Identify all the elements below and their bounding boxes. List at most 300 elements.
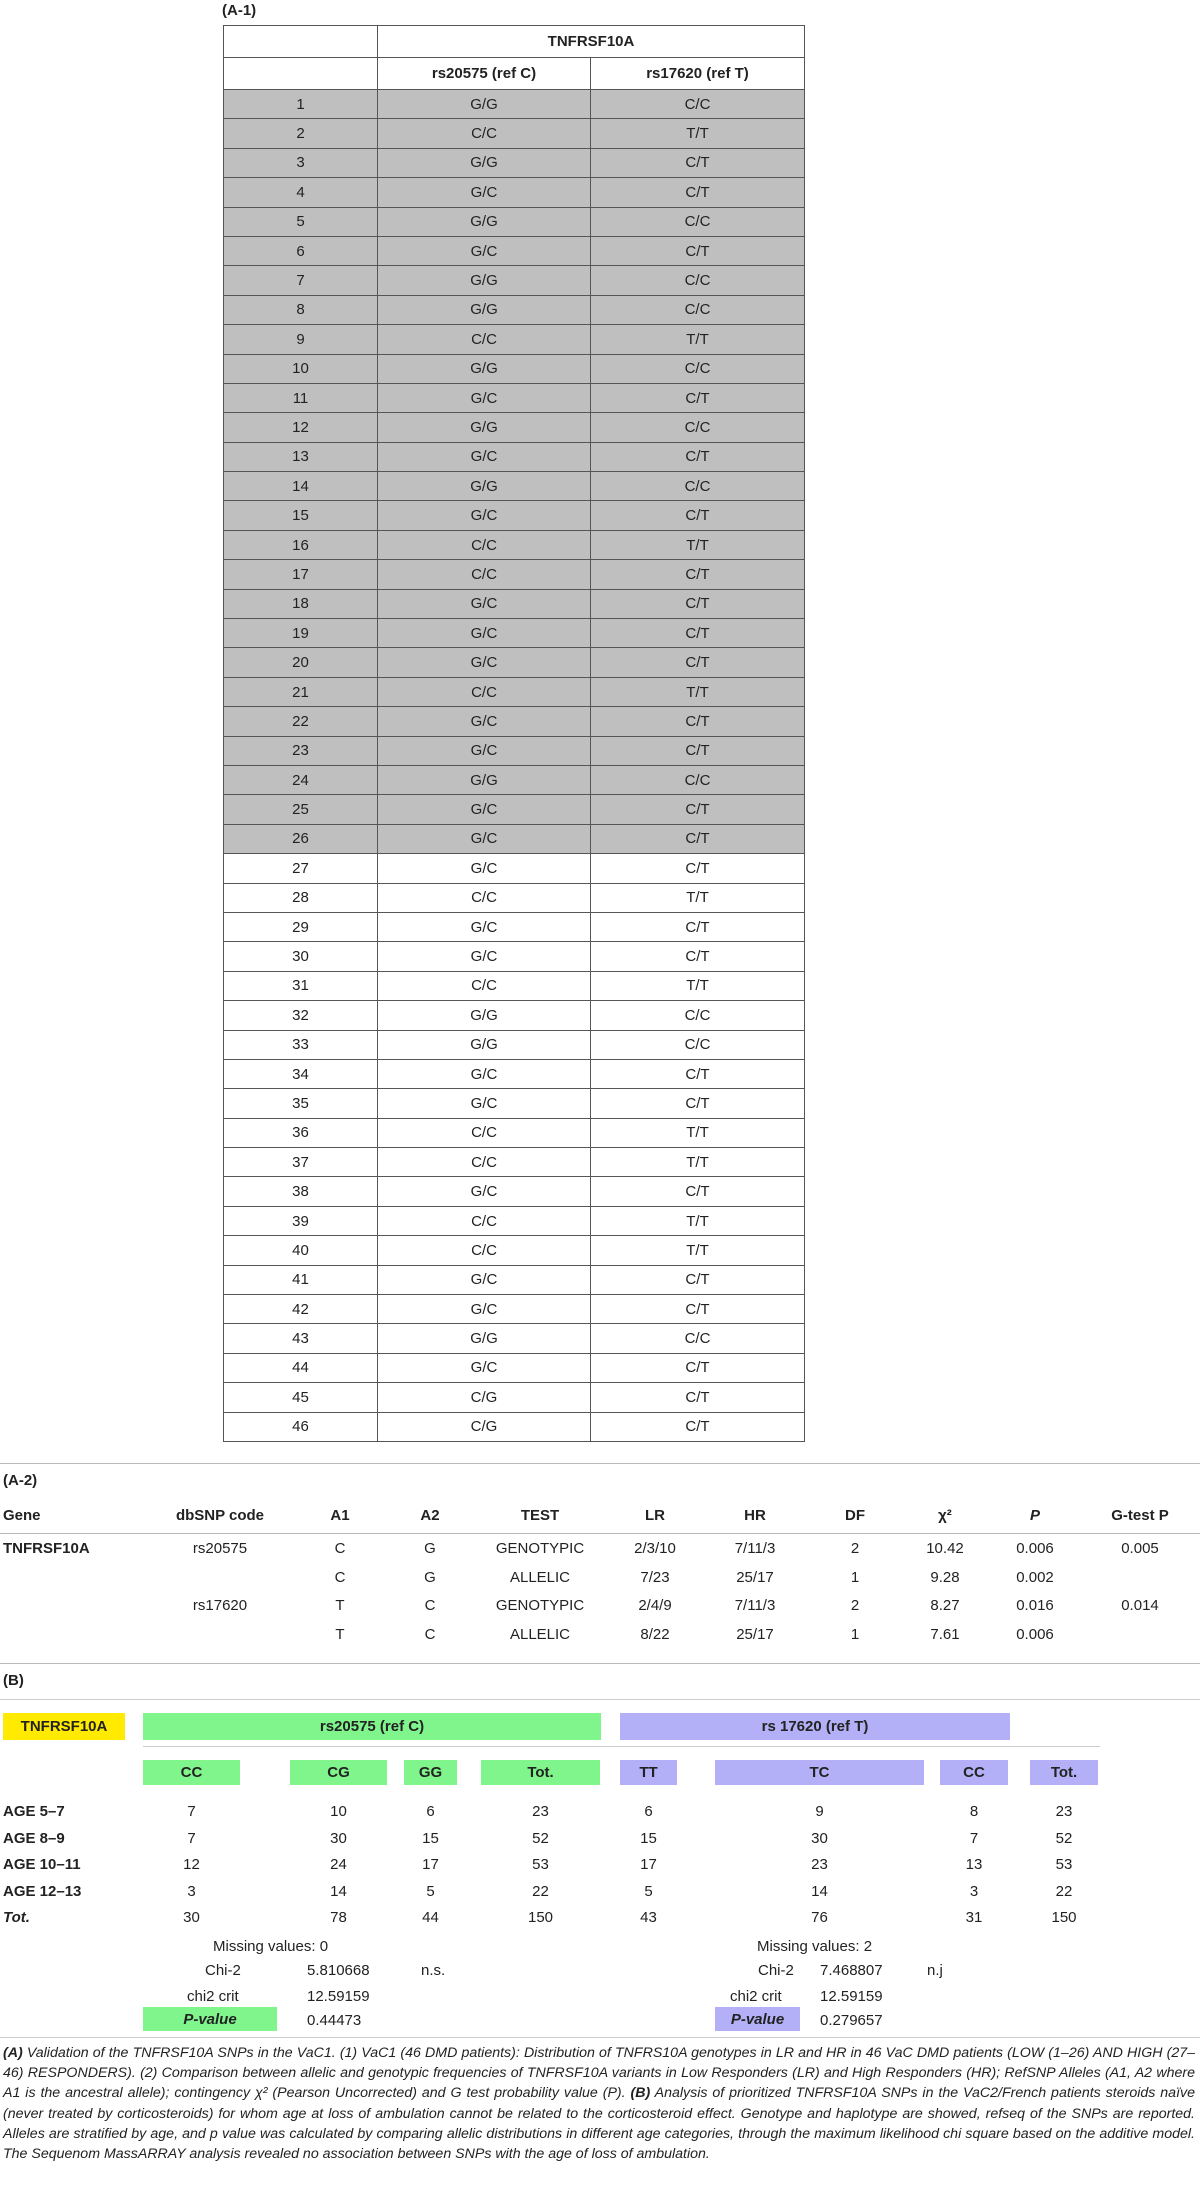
a2-cell	[0, 1563, 150, 1592]
a1-rs20575-genotype: G/G	[378, 765, 591, 794]
a1-row	[224, 1353, 805, 1382]
a1-rs20575-genotype: G/C	[378, 648, 591, 677]
a1-patient-id: 17	[224, 560, 378, 589]
a1-patient-id: 19	[224, 619, 378, 648]
a1-row	[224, 501, 805, 530]
a1-rs17620-genotype: C/C	[591, 90, 805, 119]
a1-patient-id: 9	[224, 325, 378, 354]
a1-rs17620-genotype: C/T	[591, 1059, 805, 1088]
b-cell: 17	[640, 1856, 657, 1873]
b-cell: 14	[330, 1882, 347, 1900]
a2-header-cell: χ²	[900, 1497, 990, 1534]
b-cell: 5	[426, 1882, 435, 1900]
divider	[0, 1699, 1200, 1700]
a2-cell: 0.006	[1016, 1626, 1054, 1644]
a2-cell: ALLELIC	[509, 1626, 571, 1644]
a1-rs17620-genotype: C/T	[591, 1353, 805, 1382]
a1-rs17620-genotype: C/T	[591, 824, 805, 853]
a1-patient-id: 28	[224, 883, 378, 912]
a2-cell: 0.005	[1121, 1539, 1159, 1557]
a1-rs17620-genotype: C/T	[591, 854, 805, 883]
caption-a-text: Validation of the TNFRSF10A SNPs in the VaC1. (1) VaC1 (46 DMD patients): Distribution of TNFRS10A genotypes in LR and HR in 46 VaC DMD patients (LOW (1–26) AND HIGH (27–46) RESPONDERS). (2) Comparison between allelic and genotypic frequencies of TNFRSF10A variants in Low Responders (LR) and High Responders (HR); RefSNP Alleles (A1, A2 where A1 is the ancestral allele); contingency χ² (Pearson Uncorrected) and G test probability value (P).	[3, 2045, 1195, 2102]
a1-patient-id: 32	[224, 1001, 378, 1030]
a1-row	[224, 90, 805, 119]
section-b-label: (B)	[3, 1672, 24, 1689]
a2-cell: T	[335, 1626, 345, 1644]
b-cell: 23	[1055, 1803, 1073, 1820]
a1-row	[224, 325, 805, 354]
genotype-table-a1	[223, 25, 805, 1442]
a1-row	[224, 207, 805, 236]
a1-patient-id: 29	[224, 912, 378, 941]
a1-patient-id: 22	[224, 707, 378, 736]
b-cell: 22	[1055, 1882, 1073, 1900]
a1-rs17620-genotype: T/T	[591, 1236, 805, 1265]
a1-rs20575-genotype: C/C	[378, 560, 591, 589]
a1-row	[224, 765, 805, 794]
b-chi-label-2: Chi-2	[758, 1962, 794, 1979]
a1-patient-id: 31	[224, 971, 378, 1000]
a1-rs17620-genotype: T/T	[591, 325, 805, 354]
a2-cell: 1	[850, 1568, 860, 1586]
b-cell: 12	[183, 1856, 200, 1873]
a1-rs17620-genotype: C/C	[591, 765, 805, 794]
b-snp1-header: rs20575 (ref C)	[143, 1713, 601, 1740]
a1-rs20575-genotype: G/G	[378, 1324, 591, 1353]
a1-rs20575-genotype: G/G	[378, 207, 591, 236]
a1-patient-id: 27	[224, 854, 378, 883]
a1-row	[224, 560, 805, 589]
b-cell: 7	[187, 1803, 196, 1820]
b-cell: 6	[644, 1803, 653, 1820]
b-cell: 52	[532, 1829, 549, 1847]
a1-rs20575-genotype: G/G	[378, 1030, 591, 1059]
a2-cell: 7/11/3	[734, 1597, 776, 1615]
a1-patient-id: 1	[224, 90, 378, 119]
a1-rs20575-genotype: G/C	[378, 1177, 591, 1206]
b-cell: 9	[815, 1803, 824, 1820]
b-crit-value-1: 12.59159	[307, 1988, 370, 2005]
a2-header-cell: P	[990, 1497, 1080, 1534]
a2-cell: 0.014	[1121, 1597, 1159, 1615]
a1-rs17620-genotype: C/T	[591, 619, 805, 648]
a1-row	[224, 1383, 805, 1412]
a1-table-body	[224, 90, 805, 1442]
a2-header-row	[0, 1497, 1200, 1534]
a1-row	[224, 354, 805, 383]
a2-cell: rs17620	[192, 1597, 248, 1615]
a1-col-rs20575: rs20575 (ref C)	[378, 58, 591, 90]
a1-rs20575-genotype: G/G	[378, 354, 591, 383]
a1-rs20575-genotype: G/C	[378, 383, 591, 412]
b-col-header-snp1: Tot.	[481, 1760, 600, 1785]
a1-rs20575-genotype: G/G	[378, 472, 591, 501]
a1-rs20575-genotype: G/C	[378, 854, 591, 883]
a1-row	[224, 266, 805, 295]
a1-patient-id: 11	[224, 383, 378, 412]
a1-patient-id: 23	[224, 736, 378, 765]
b-cell: 13	[965, 1856, 983, 1873]
a2-header-cell: TEST	[470, 1497, 610, 1534]
a1-patient-id: 14	[224, 472, 378, 501]
a1-row	[224, 148, 805, 177]
a1-patient-id: 24	[224, 765, 378, 794]
a1-empty-header	[224, 26, 378, 58]
a2-header-cell: A2	[390, 1497, 470, 1534]
a1-patient-id: 6	[224, 236, 378, 265]
a1-rs17620-genotype: C/T	[591, 736, 805, 765]
a1-row	[224, 912, 805, 941]
a1-patient-id: 44	[224, 1353, 378, 1382]
a2-row	[0, 1592, 1200, 1621]
a1-rs17620-genotype: C/C	[591, 295, 805, 324]
a1-patient-id: 4	[224, 178, 378, 207]
a1-rs17620-genotype: C/C	[591, 1030, 805, 1059]
a1-rs20575-genotype: G/C	[378, 795, 591, 824]
a1-row	[224, 413, 805, 442]
a1-row	[224, 1030, 805, 1059]
a1-patient-id: 5	[224, 207, 378, 236]
a1-rs20575-genotype: C/G	[378, 1412, 591, 1441]
b-cell: 24	[330, 1856, 347, 1873]
b-col-header-snp2: Tot.	[1030, 1760, 1098, 1785]
a1-rs20575-genotype: G/C	[378, 1265, 591, 1294]
a1-rs17620-genotype: C/C	[591, 207, 805, 236]
b-pvalue-2: 0.279657	[820, 2012, 883, 2029]
a1-rs20575-genotype: G/C	[378, 589, 591, 618]
a1-rs17620-genotype: T/T	[591, 971, 805, 1000]
a2-cell: 7.61	[930, 1626, 960, 1644]
a1-rs20575-genotype: G/C	[378, 707, 591, 736]
b-cell: 14	[811, 1882, 828, 1900]
a1-patient-id: 36	[224, 1118, 378, 1147]
a2-table-body	[0, 1534, 1200, 1650]
b-cell: 17	[422, 1856, 439, 1873]
a1-rs20575-genotype: G/G	[378, 90, 591, 119]
a2-cell: 0.016	[1016, 1597, 1054, 1615]
section-a1-label: (A-1)	[222, 2, 257, 19]
a1-row	[224, 707, 805, 736]
a2-cell: 10.42	[926, 1539, 964, 1557]
a2-row	[0, 1563, 1200, 1592]
a1-row	[224, 1412, 805, 1441]
a1-rs20575-genotype: G/C	[378, 912, 591, 941]
a1-rs17620-genotype: T/T	[591, 1206, 805, 1235]
a1-rs17620-genotype: C/T	[591, 148, 805, 177]
a1-rs17620-genotype: C/T	[591, 383, 805, 412]
a2-cell: T	[335, 1597, 345, 1615]
a1-row	[224, 1001, 805, 1030]
a2-cell: 2	[850, 1539, 860, 1557]
b-col-header-snp1: CC	[143, 1760, 240, 1785]
a1-rs20575-genotype: G/C	[378, 1059, 591, 1088]
a1-rs20575-genotype: G/G	[378, 1001, 591, 1030]
a1-row	[224, 472, 805, 501]
a1-row	[224, 1206, 805, 1235]
b-cell: 23	[811, 1856, 828, 1873]
a1-rs17620-genotype: C/T	[591, 442, 805, 471]
a2-cell: 2	[850, 1597, 860, 1615]
a1-rs20575-genotype: C/C	[378, 971, 591, 1000]
a1-row	[224, 119, 805, 148]
b-cell: 22	[532, 1882, 549, 1900]
b-cell: 30	[811, 1829, 828, 1847]
b-gene-badge: TNFRSF10A	[3, 1713, 125, 1740]
association-table-a2	[0, 1497, 1200, 1649]
a1-rs20575-genotype: G/G	[378, 295, 591, 324]
a1-row	[224, 1089, 805, 1118]
b-cell: 52	[1055, 1829, 1073, 1847]
a1-rs20575-genotype: C/C	[378, 1206, 591, 1235]
a1-rs17620-genotype: C/T	[591, 1383, 805, 1412]
b-row-label: AGE 10–11	[3, 1856, 81, 1873]
b-col-header-snp2: CC	[940, 1760, 1008, 1785]
a1-rs20575-genotype: G/G	[378, 148, 591, 177]
a1-rs17620-genotype: C/T	[591, 1089, 805, 1118]
a2-cell: 2/4/9	[638, 1597, 672, 1615]
a1-rs17620-genotype: T/T	[591, 530, 805, 559]
a1-patient-id: 38	[224, 1177, 378, 1206]
a1-patient-id: 25	[224, 795, 378, 824]
b-cell: 150	[1051, 1909, 1077, 1926]
a2-cell: C	[334, 1568, 346, 1586]
a1-patient-id: 8	[224, 295, 378, 324]
b-cell: 15	[422, 1829, 439, 1847]
a1-rs20575-genotype: G/C	[378, 619, 591, 648]
b-crit-label-1: chi2 crit	[187, 1988, 239, 2005]
a2-cell: G	[424, 1568, 436, 1586]
a1-rs20575-genotype: C/C	[378, 1148, 591, 1177]
b-cell: 43	[640, 1909, 657, 1926]
a1-rs20575-genotype: G/G	[378, 413, 591, 442]
a2-cell: 2/3/10	[634, 1539, 676, 1557]
a1-row	[224, 677, 805, 706]
a1-row	[224, 736, 805, 765]
a1-rs17620-genotype: C/C	[591, 354, 805, 383]
a1-rs17620-genotype: C/T	[591, 560, 805, 589]
a1-patient-id: 45	[224, 1383, 378, 1412]
a1-rs17620-genotype: C/C	[591, 472, 805, 501]
a1-rs17620-genotype: T/T	[591, 119, 805, 148]
a1-rs20575-genotype: C/C	[378, 530, 591, 559]
a1-rs17620-genotype: C/T	[591, 942, 805, 971]
a1-patient-id: 39	[224, 1206, 378, 1235]
b-pvalue-1: 0.44473	[307, 2012, 362, 2029]
a1-row	[224, 1265, 805, 1294]
a1-rs17620-genotype: C/T	[591, 1265, 805, 1294]
a2-cell: C	[334, 1539, 346, 1557]
a1-rs17620-genotype: C/C	[591, 413, 805, 442]
a1-rs20575-genotype: G/C	[378, 501, 591, 530]
a1-row	[224, 442, 805, 471]
a1-row	[224, 883, 805, 912]
a1-patient-id: 2	[224, 119, 378, 148]
a2-cell: rs20575	[192, 1539, 248, 1557]
a1-rs20575-genotype: G/C	[378, 442, 591, 471]
a2-cell	[150, 1620, 290, 1649]
a1-row	[224, 1324, 805, 1353]
a1-rs17620-genotype: C/C	[591, 266, 805, 295]
divider	[143, 1746, 1100, 1747]
a1-rs20575-genotype: G/C	[378, 236, 591, 265]
a2-cell: 0.006	[1016, 1539, 1054, 1557]
a1-patient-id: 40	[224, 1236, 378, 1265]
a1-empty-header-2	[224, 58, 378, 90]
a2-cell: 8/22	[640, 1626, 670, 1644]
a1-col-rs17620: rs17620 (ref T)	[591, 58, 805, 90]
a1-rs17620-genotype: C/T	[591, 648, 805, 677]
a1-patient-id: 10	[224, 354, 378, 383]
b-cell: 15	[640, 1829, 657, 1847]
divider	[0, 1663, 1200, 1664]
b-row-label: AGE 5–7	[3, 1803, 65, 1820]
a1-rs17620-genotype: C/T	[591, 1177, 805, 1206]
a1-rs17620-genotype: T/T	[591, 1118, 805, 1147]
a1-patient-id: 34	[224, 1059, 378, 1088]
a1-rs17620-genotype: T/T	[591, 883, 805, 912]
a1-rs17620-genotype: C/T	[591, 912, 805, 941]
b-cell: 30	[183, 1909, 200, 1926]
a1-patient-id: 12	[224, 413, 378, 442]
a1-row	[224, 795, 805, 824]
caption-b-label: (B)	[630, 2085, 651, 2102]
b-cell: 5	[644, 1882, 653, 1900]
b-cell: 44	[422, 1909, 439, 1926]
a2-cell	[1080, 1620, 1200, 1649]
b-cell: 78	[330, 1909, 347, 1926]
a2-header-cell: dbSNP code	[150, 1497, 290, 1534]
a1-rs20575-genotype: G/C	[378, 178, 591, 207]
a1-patient-id: 43	[224, 1324, 378, 1353]
a2-cell: 7/11/3	[734, 1539, 776, 1557]
a2-cell: 25/17	[736, 1568, 774, 1586]
a2-cell: 25/17	[736, 1626, 774, 1644]
b-cell: 23	[532, 1803, 549, 1820]
a2-cell: GENOTYPIC	[495, 1539, 585, 1557]
a1-patient-id: 13	[224, 442, 378, 471]
b-cell: 3	[969, 1882, 979, 1900]
a1-patient-id: 46	[224, 1412, 378, 1441]
a1-rs17620-genotype: C/T	[591, 1295, 805, 1324]
a2-cell: 9.28	[930, 1568, 960, 1586]
a1-patient-id: 33	[224, 1030, 378, 1059]
a1-patient-id: 7	[224, 266, 378, 295]
a1-rs20575-genotype: G/C	[378, 1353, 591, 1382]
a2-cell: 7/23	[640, 1568, 670, 1586]
a1-patient-id: 30	[224, 942, 378, 971]
a1-rs17620-genotype: C/T	[591, 589, 805, 618]
a2-row	[0, 1534, 1200, 1563]
b-row-label: AGE 8–9	[3, 1829, 65, 1847]
a1-rs17620-genotype: T/T	[591, 1148, 805, 1177]
a1-patient-id: 37	[224, 1148, 378, 1177]
b-crit-value-2: 12.59159	[820, 1988, 883, 2005]
b-cell: 53	[1055, 1856, 1073, 1873]
a1-row	[224, 295, 805, 324]
a1-rs17620-genotype: C/C	[591, 1001, 805, 1030]
a1-patient-id: 26	[224, 824, 378, 853]
a2-header-cell: DF	[810, 1497, 900, 1534]
b-row-label: Tot.	[3, 1909, 30, 1926]
a1-patient-id: 35	[224, 1089, 378, 1118]
a1-row	[224, 1118, 805, 1147]
a1-row	[224, 1148, 805, 1177]
a1-rs20575-genotype: C/C	[378, 1236, 591, 1265]
b-cell: 150	[527, 1909, 554, 1926]
a1-rs20575-genotype: C/G	[378, 1383, 591, 1412]
b-chi-value-1: 5.810668	[307, 1962, 370, 1979]
b-row-label: AGE 12–13	[3, 1882, 82, 1900]
b-col-header-snp2: TT	[620, 1760, 677, 1785]
a2-cell: TNFRSF10A	[3, 1539, 90, 1557]
a2-cell: ALLELIC	[509, 1568, 571, 1586]
a1-row	[224, 1177, 805, 1206]
a1-rs17620-genotype: C/T	[591, 795, 805, 824]
a1-row	[224, 619, 805, 648]
a2-cell: C	[424, 1597, 436, 1615]
caption-a-label: (A)	[3, 2045, 23, 2061]
a1-row	[224, 383, 805, 412]
a2-header-cell: HR	[700, 1497, 810, 1534]
a1-row	[224, 854, 805, 883]
a2-header-cell: G-test P	[1080, 1497, 1200, 1534]
b-cell: 7	[969, 1829, 979, 1847]
a1-rs17620-genotype: C/T	[591, 178, 805, 207]
b-snp2-header: rs 17620 (ref T)	[620, 1713, 1010, 1740]
a2-cell: 8.27	[930, 1597, 960, 1615]
a1-row	[224, 1059, 805, 1088]
a1-rs20575-genotype: C/C	[378, 119, 591, 148]
a1-rs20575-genotype: G/C	[378, 1089, 591, 1118]
a1-rs17620-genotype: C/C	[591, 1324, 805, 1353]
b-sig-1: n.s.	[421, 1962, 446, 1979]
a1-row	[224, 236, 805, 265]
b-cell: 30	[330, 1829, 347, 1847]
a2-cell	[0, 1592, 150, 1621]
a2-cell	[0, 1620, 150, 1649]
a1-gene-header: TNFRSF10A	[378, 26, 805, 58]
a1-patient-id: 3	[224, 148, 378, 177]
a1-rs20575-genotype: C/C	[378, 883, 591, 912]
a1-rs20575-genotype: G/C	[378, 736, 591, 765]
a1-row	[224, 530, 805, 559]
a1-patient-id: 18	[224, 589, 378, 618]
a1-rs17620-genotype: T/T	[591, 677, 805, 706]
a1-patient-id: 16	[224, 530, 378, 559]
a1-rs20575-genotype: C/C	[378, 325, 591, 354]
b-chi-value-2: 7.468807	[820, 1962, 883, 1979]
a2-row	[0, 1620, 1200, 1649]
a2-cell	[1080, 1563, 1200, 1592]
b-missing-1: Missing values: 0	[213, 1938, 329, 1955]
b-chi-label-1: Chi-2	[205, 1962, 241, 1979]
a1-patient-id: 41	[224, 1265, 378, 1294]
b-pvalue-label-2: P-value	[715, 2007, 800, 2031]
a2-cell: 1	[850, 1626, 860, 1644]
a2-cell: 0.002	[1016, 1568, 1054, 1586]
divider	[0, 2037, 1200, 2038]
b-cell: 7	[187, 1829, 196, 1847]
a2-cell: GENOTYPIC	[495, 1597, 585, 1615]
a1-rs20575-genotype: G/C	[378, 942, 591, 971]
a1-rs20575-genotype: C/C	[378, 1118, 591, 1147]
b-cell: 3	[187, 1882, 196, 1900]
b-cell: 53	[532, 1856, 549, 1873]
b-missing-2: Missing values: 2	[757, 1938, 873, 1955]
section-a2-label: (A-2)	[3, 1472, 38, 1489]
a1-row	[224, 1236, 805, 1265]
a1-row	[224, 589, 805, 618]
